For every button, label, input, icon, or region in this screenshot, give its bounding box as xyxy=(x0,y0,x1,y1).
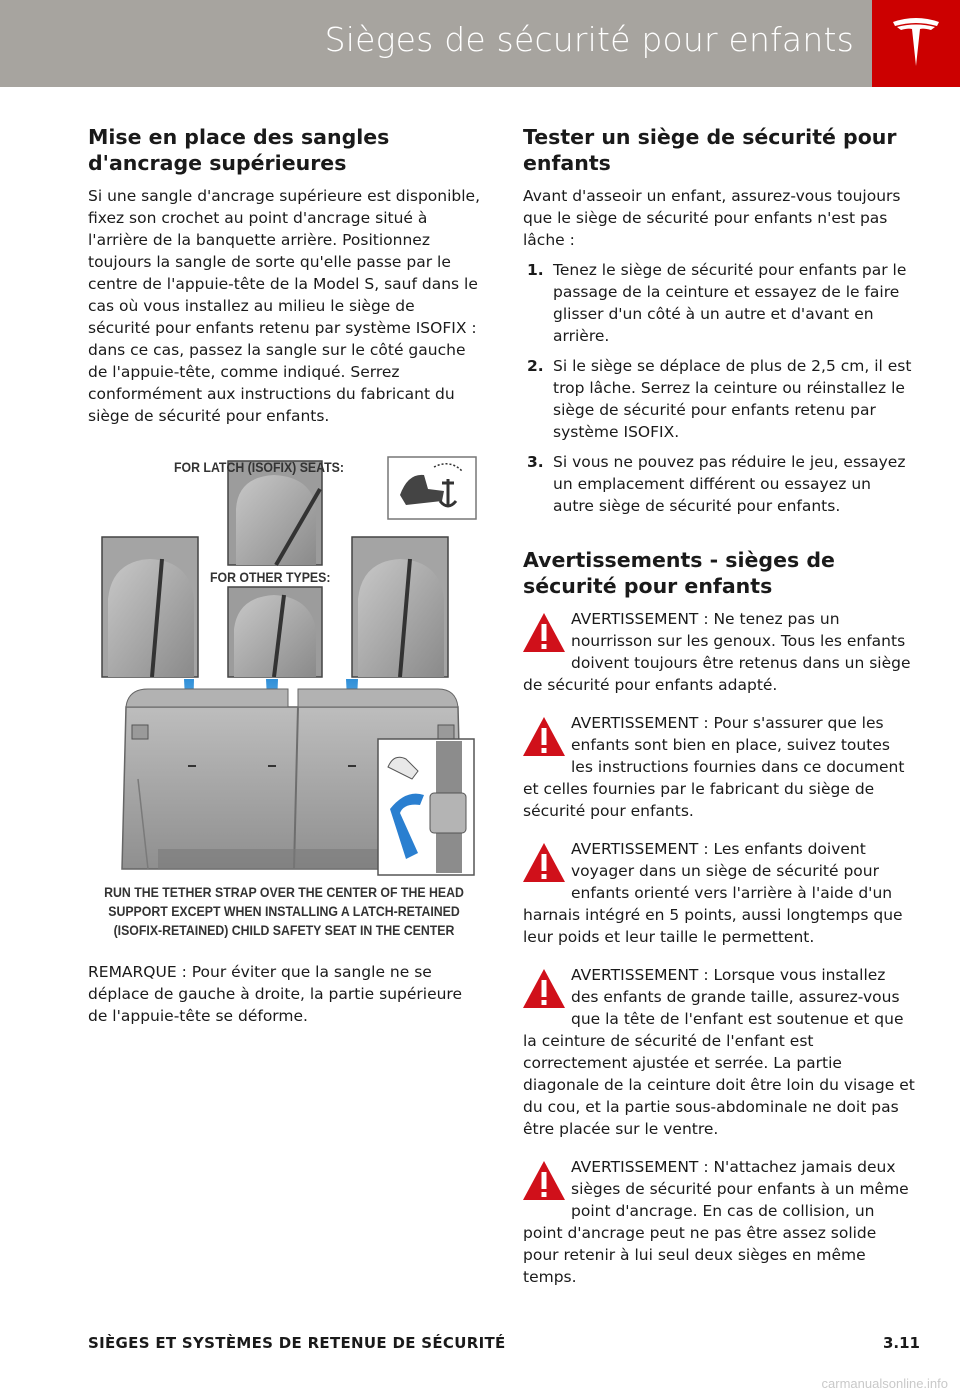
warning-block xyxy=(523,712,915,822)
warning-text: AVERTISSEMENT : Lorsque vous installez des enfants de grande taille, assurez-vous que la tête de l'enfant est soutenue et que la ceinture de sécurité de l'enfant est correctement ajustée et serrée. La partie diagonale de la ceinture doit être loin du visage et du cou, et la partie sous-abdominale ne doit pas être placée sur le ventre. xyxy=(523,966,915,1138)
tesla-logo-icon xyxy=(891,16,941,70)
warning-text: AVERTISSEMENT : Ne tenez pas un nourrisson sur les genoux. Tous les enfants doivent toujours être retenus dans un siège de sécurité pour enfants adapté. xyxy=(523,610,911,694)
section-heading-anchor-straps: Mise en place des sangles d'ancrage supérieures xyxy=(88,125,390,175)
step-text: Si vous ne pouvez pas réduire le jeu, essayez un emplacement différent ou essayez un autre siège de sécurité pour enfants. xyxy=(553,453,906,515)
warning-text: AVERTISSEMENT : Pour s'assurer que les enfants sont bien en place, suivez toutes les instructions fournies dans ce document et celles fournies par le fabricant du siège de sécurité pour enfants. xyxy=(523,714,905,820)
figure-caption-line: (ISOFIX-RETAINED) CHILD SAFETY SEAT IN THE CENTER xyxy=(113,923,455,938)
note-paragraph: REMARQUE : Pour éviter que la sangle ne se déplace de gauche à droite, la partie supérieure de l'appuie-tête se déforme. xyxy=(88,963,462,1025)
page-number: 3.11 xyxy=(882,1334,920,1352)
warning-triangle-icon xyxy=(521,714,567,760)
watermark: carmanualsonline.info xyxy=(821,1376,948,1391)
figure-caption-line: RUN THE TETHER STRAP OVER THE CENTER OF THE HEAD xyxy=(104,885,464,900)
warning-block xyxy=(523,964,915,1140)
latch-seats-label: FOR LATCH (ISOFIX) SEATS: xyxy=(174,459,344,475)
step-text: Tenez le siège de sécurité pour enfants par le passage de la ceinture et essayez de le faire glisser d'un côté à un autre et d'avant en arrière. xyxy=(553,261,907,345)
warning-block xyxy=(523,838,915,948)
footer-section-title: SIÈGES ET SYSTÈMES DE RETENUE DE SÉCURITÉ xyxy=(88,1334,506,1352)
warning-text: AVERTISSEMENT : N'attachez jamais deux sièges de sécurité pour enfants à un même point d'ancrage. En cas de collision, un point d'ancrage peut ne pas être assez solide pour retenir à lui seul deux sièges en même temps. xyxy=(523,1158,909,1286)
step-number: 2. xyxy=(527,357,544,375)
right-column xyxy=(523,124,915,1304)
section-heading-warnings: Avertissements - sièges de sécurité pour enfants xyxy=(523,548,835,598)
list-item xyxy=(523,259,915,347)
other-types-label: FOR OTHER TYPES: xyxy=(210,569,331,585)
tether-strap-figure xyxy=(88,449,480,949)
brand-logo xyxy=(872,0,960,87)
warning-triangle-icon xyxy=(521,610,567,656)
step-number: 3. xyxy=(527,453,544,471)
anchor-straps-paragraph: Si une sangle d'ancrage supérieure est disponible, fixez son crochet au point d'ancrage situé à l'arrière de la banquette arrière. Positionnez toujours la sangle de sorte qu'elle passe par le centre de l'appuie-tête de la Model S, sauf dans le cas où vous installez au milieu le siège de sécurité pour enfants retenu par système ISOFIX : dans ce cas, passez la sangle sur le côté gauche de l'appuie-tête, comme indiqué. Serrez conformément aux instructions du fabricant du siège de sécurité pour enfants. xyxy=(88,187,481,425)
warning-text: AVERTISSEMENT : Les enfants doivent voyager dans un siège de sécurité pour enfants orienté vers l'arrière à l'aide d'un harnais intégré en 5 points, aussi longtemps que leur poids et leur taille le permettent. xyxy=(523,840,903,946)
rear-seat-illustration xyxy=(88,449,480,949)
list-item xyxy=(523,451,915,517)
warning-triangle-icon xyxy=(521,966,567,1012)
warning-block xyxy=(523,1156,915,1288)
warning-block xyxy=(523,608,915,696)
page-header xyxy=(0,0,960,87)
test-steps-list xyxy=(523,259,915,517)
left-column xyxy=(88,124,480,1027)
warning-triangle-icon xyxy=(521,1158,567,1204)
warning-triangle-icon xyxy=(521,840,567,886)
section-heading-test-seat: Tester un siège de sécurité pour enfants xyxy=(523,125,897,175)
test-intro-paragraph: Avant d'asseoir un enfant, assurez-vous toujours que le siège de sécurité pour enfants n'est pas lâche : xyxy=(523,187,901,249)
step-text: Si le siège se déplace de plus de 2,5 cm, il est trop lâche. Serrez la ceinture ou réinstallez le siège de sécurité pour enfants retenu par système ISOFIX. xyxy=(553,357,912,441)
figure-caption xyxy=(104,883,465,940)
page-title: Sièges de sécurité pour enfants xyxy=(324,20,854,59)
step-number: 1. xyxy=(527,261,544,279)
list-item xyxy=(523,355,915,443)
figure-caption-line: SUPPORT EXCEPT WHEN INSTALLING A LATCH-RETAINED xyxy=(108,904,460,919)
